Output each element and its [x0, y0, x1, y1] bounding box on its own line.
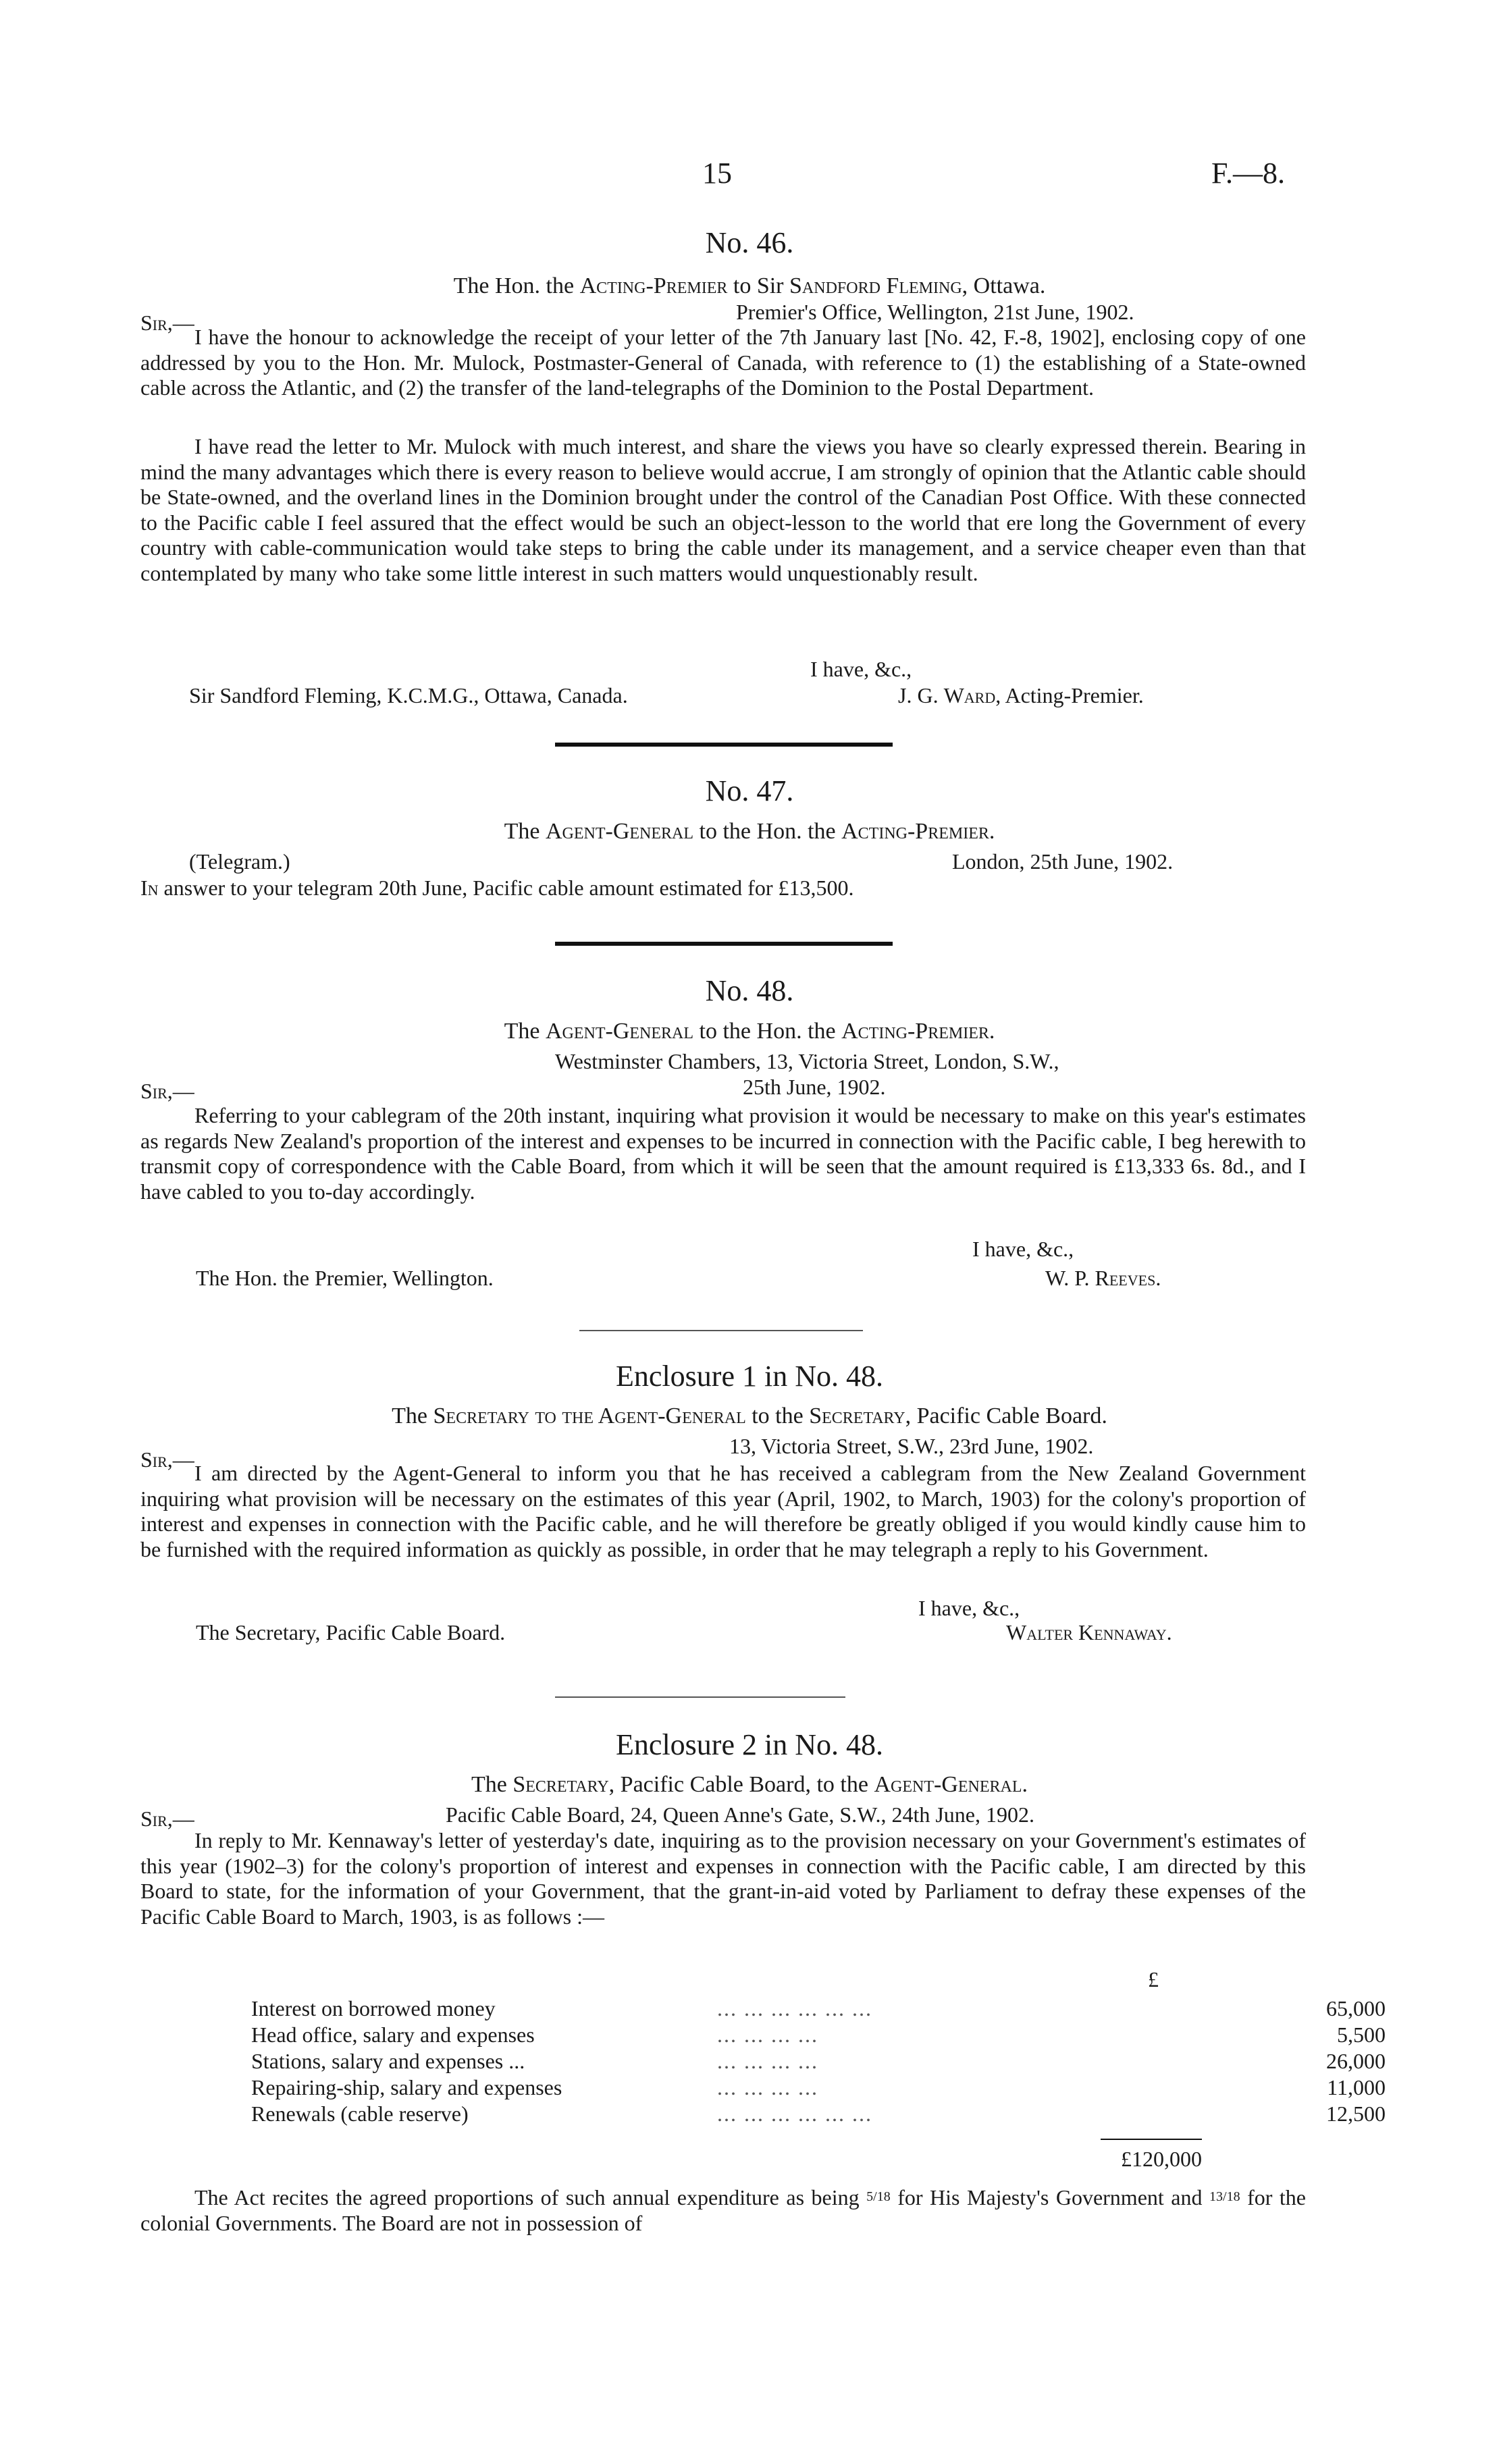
doc46-number: No. 46. — [705, 226, 794, 259]
doc46-signature: J. G. Ward, Acting-Premier. — [898, 683, 1144, 707]
doc46-paragraph-2: I have read the letter to Mr. Mulock with much interest, and share the views you have so clearly expressed therein. Bearing in mind the many advantages which there is every reason to believe would accrue, I am strongly of opinion that the Atlantic cable should be State-owned, and the overland lines in the Dominion brought under the control of the Canadian Post Office. With these connected to the Pacific cable I feel assured that the effect would be such an object-lesson to the world that ere long the Government of every country with cable-communication would take steps to bring the cable under its management, and a service cheaper even than that contemplated by many who take some little interest in such matters would unquestionably result. — [140, 434, 1306, 585]
doc46-heading: The Hon. the Acting-Premier to Sir Sandford Fleming, Ottawa. — [453, 273, 1046, 298]
expense-label: Repairing-ship, salary and expenses — [251, 2075, 562, 2099]
expense-amount: 65,000 — [1326, 1996, 1386, 2020]
table-row — [251, 2074, 1386, 2101]
section-divider — [555, 942, 893, 946]
enclosure2-salutation: Sir,— — [140, 1806, 194, 1831]
expense-label: Stations, salary and expenses ... — [251, 2049, 525, 2073]
enclosure2-paragraph-1: In reply to Mr. Kennaway's letter of yesterday's date, inquiring as to the provision necessary on your Government's estimates of this year (1902–3) for the colony's proportion of interest and expenses in connection with the Pacific cable, I am directed by this Board to state, for the information of your Government, that the grant-in-aid voted by Parliament to defray these expenses of the Pacific Cable Board to March, 1903, is as follows :— — [140, 1828, 1306, 1929]
doc47-body: In answer to your telegram 20th June, Pacific cable amount estimated for £13,500. — [140, 876, 854, 900]
doc47-telegram-label: (Telegram.) — [189, 849, 290, 874]
leader-dots: ... ... ... ... — [717, 2075, 818, 2099]
doc48-addressee: The Hon. the Premier, Wellington. — [196, 1266, 494, 1290]
fraction-denominator: 18 — [1226, 2189, 1240, 2204]
table-row — [251, 1996, 1386, 2022]
enclosure2-paragraph-2: The Act recites the agreed proportions of such annual expenditure as being 5/18 for His Majesty's Government and 13/18 for the colonial Governments. The Board are not in possession of — [140, 2185, 1307, 2235]
leader-dots: ... ... ... ... — [717, 2049, 818, 2073]
table-row — [251, 2048, 1386, 2074]
doc46-salutation: Sir,— — [140, 311, 194, 335]
enclosure1-place-date: 13, Victoria Street, S.W., 23rd June, 1902. — [729, 1434, 1094, 1458]
doc47-number: No. 47. — [705, 774, 794, 807]
doc48-address-line-2: 25th June, 1902. — [743, 1075, 886, 1099]
document-reference: F.—8. — [1211, 157, 1285, 190]
page-number: 15 — [702, 157, 732, 190]
fraction-denominator: 18 — [876, 2189, 891, 2204]
expense-label: Interest on borrowed money — [251, 1996, 496, 2020]
leader-dots: ... ... ... ... ... ... — [717, 2101, 872, 2126]
expense-label: Head office, salary and expenses — [251, 2023, 535, 2047]
doc46-closing: I have, &c., — [810, 657, 912, 681]
enclosure2-title: Enclosure 2 in No. 48. — [616, 1728, 883, 1761]
doc48-number: No. 48. — [705, 974, 794, 1007]
expenses-total: £120,000 — [1121, 2147, 1202, 2171]
expense-amount: 11,000 — [1327, 2075, 1386, 2099]
expense-amount: 5,500 — [1337, 2023, 1386, 2047]
table-row — [251, 2022, 1386, 2048]
expenses-table — [251, 1996, 1386, 2127]
doc48-closing: I have, &c., — [972, 1237, 1074, 1261]
doc46-addressee: Sir Sandford Fleming, K.C.M.G., Ottawa, Canada. — [189, 683, 628, 707]
doc47-heading: The Agent-General to the Hon. the Acting-Premier. — [504, 819, 995, 844]
doc47-place-date: London, 25th June, 1902. — [952, 849, 1174, 874]
fraction-numerator: 13 — [1209, 2189, 1224, 2204]
expense-amount: 26,000 — [1326, 2049, 1386, 2073]
enclosure2-heading: The Secretary, Pacific Cable Board, to the Agent-General. — [471, 1772, 1028, 1797]
enclosure1-closing: I have, &c., — [918, 1596, 1020, 1620]
leader-dots: ... ... ... ... ... ... — [717, 1996, 872, 2020]
doc46-paragraph-1: I have the honour to acknowledge the receipt of your letter of the 7th January last [No. 42, F.-8, 1902], enclosing copy of one addressed by you to the Hon. Mr. Mulock, Postmaster-General of Canada, with reference to (1) the establishing of a State-owned cable across the Atlantic, and (2) the transfer of the land-telegraphs of the Dominion to the Postal Department. — [140, 325, 1306, 400]
section-divider — [555, 743, 893, 747]
expense-amount: 12,500 — [1326, 2101, 1386, 2126]
doc48-paragraph-1: Referring to your cablegram of the 20th instant, inquiring what provision it would be necessary to make on this year's estimates as regards New Zealand's proportion of the interest and expenses to be incurred in connection with the Pacific cable, I beg herewith to transmit copy of correspondence with the Cable Board, from which it will be seen that the amount required is £13,333 6s. 8d., and I have cabled to you to-day accordingly. — [140, 1103, 1306, 1204]
section-divider — [579, 1330, 863, 1331]
enclosure1-title: Enclosure 1 in No. 48. — [616, 1360, 883, 1393]
enclosure1-salutation: Sir,— — [140, 1447, 194, 1472]
table-row — [251, 2101, 1386, 2127]
currency-header: £ — [1148, 1967, 1159, 1991]
doc48-heading: The Agent-General to the Hon. the Acting-Premier. — [504, 1019, 995, 1044]
doc48-signature: W. P. Reeves. — [1045, 1266, 1161, 1290]
expense-label: Renewals (cable reserve) — [251, 2101, 469, 2126]
doc46-place-date: Premier's Office, Wellington, 21st June, 1902. — [736, 300, 1134, 324]
leader-dots: ... ... ... ... — [717, 2023, 818, 2047]
enclosure2-place-date: Pacific Cable Board, 24, Queen Anne's Gate, S.W., 24th June, 1902. — [446, 1802, 1034, 1827]
fraction-numerator: 5 — [866, 2189, 874, 2204]
doc48-address-line-1: Westminster Chambers, 13, Victoria Street, London, S.W., — [555, 1049, 1059, 1073]
doc48-salutation: Sir,— — [140, 1079, 194, 1103]
enclosure1-heading: The Secretary to the Agent-General to the Secretary, Pacific Cable Board. — [392, 1403, 1107, 1428]
enclosure1-paragraph-1: I am directed by the Agent-General to inform you that he has received a cablegram from the New Zealand Government inquiring what provision will be necessary on the estimates of this year (April, 1902, to March, 1903) for the colony's proportion of interest and expenses in connection with the Pacific cable, and he will therefore be greatly obliged if you would kindly cause him to be furnished with the required information as quickly as possible, in order that he may telegraph a reply to his Government. — [140, 1461, 1306, 1561]
total-rule — [1101, 2139, 1202, 2140]
enclosure1-addressee: The Secretary, Pacific Cable Board. — [196, 1620, 506, 1644]
enclosure1-signature: Walter Kennaway. — [1006, 1620, 1172, 1644]
section-divider — [555, 1696, 845, 1698]
